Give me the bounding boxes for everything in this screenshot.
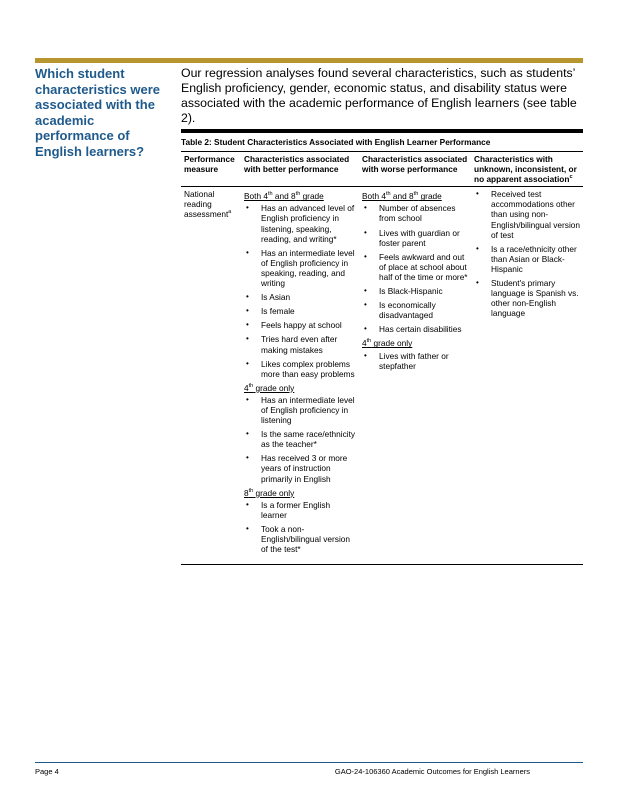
list-item: • Has certain disabilities: [362, 324, 468, 334]
list-item: • Feels happy at school: [244, 320, 356, 330]
footnote-c: c: [569, 174, 573, 181]
cell-worse: [359, 187, 471, 565]
better-8th-list: [244, 500, 356, 554]
table-header-row: [181, 152, 583, 187]
better-both-list: [244, 203, 356, 378]
list-item: • Feels awkward and out of place at school about half of the time or more*: [362, 252, 468, 282]
table-top-rule: [181, 129, 583, 133]
intro-paragraph: Our regression analyses found several characteristics, such as students’ English proficiency, gender, economic status, and disability status were associated with the academic performance of English learners (see table 2).: [181, 66, 577, 125]
better-both-heading: Both 4th and 8th grade: [244, 191, 324, 202]
better-4th-list: [244, 395, 356, 484]
worse-both-heading: Both 4th and 8th grade: [362, 191, 442, 202]
footer-rule: [35, 762, 583, 763]
list-item: • Lives with guardian or foster parent: [362, 228, 468, 248]
list-item: • Is a race/ethnicity other than Asian or Black-Hispanic: [474, 244, 580, 274]
cell-unknown: [471, 187, 583, 565]
worse-4th-list: [362, 351, 468, 371]
report-identifier: GAO-24-106360 Academic Outcomes for English Learners: [334, 767, 530, 776]
footnote-a: a: [228, 209, 232, 216]
worse-4th-heading: 4th grade only: [362, 338, 413, 349]
side-heading: Which student characteristics were associated with the academic performance of English learners?: [35, 66, 161, 159]
header-unknown-association: [471, 152, 583, 187]
list-item: • Number of absences from school: [362, 203, 468, 223]
list-item: • Lives with father or stepfather: [362, 351, 468, 371]
header-better-performance: Characteristics associated with better performance: [241, 152, 359, 187]
list-item: • Is a former English learner: [244, 500, 356, 520]
unknown-list: [474, 189, 580, 318]
measure-label: National reading assessment: [184, 189, 229, 220]
table-title: Table 2: Student Characteristics Associated with English Learner Performance: [181, 137, 491, 147]
list-item: • Has an advanced level of English proficiency in listening, speaking, reading, and writing*: [244, 203, 356, 243]
header-performance-measure: Performance measure: [181, 152, 241, 187]
characteristics-table: [181, 151, 583, 565]
page-number: Page 4: [35, 767, 59, 776]
cell-better: [241, 187, 359, 565]
top-accent-bar: [35, 58, 583, 63]
list-item: • Has an intermediate level of English proficiency in listening: [244, 395, 356, 425]
header-worse-performance: Characteristics associated with worse performance: [359, 152, 471, 187]
better-4th-heading: 4th grade only: [244, 382, 295, 393]
worse-both-list: [362, 203, 468, 334]
list-item: • Tries hard even after making mistakes: [244, 334, 356, 354]
list-item: • Is female: [244, 306, 356, 316]
list-item: • Has received 3 or more years of instruction primarily in English: [244, 453, 356, 483]
list-item: • Took a non-English/bilingual version of the test*: [244, 524, 356, 554]
better-8th-heading: 8th grade only: [244, 487, 295, 498]
list-item: • Is economically disadvantaged: [362, 300, 468, 320]
cell-measure: [181, 187, 241, 565]
list-item: • Has an intermediate level of English proficiency in speaking, reading, and writing: [244, 248, 356, 288]
header-unknown-text: Characteristics with unknown, inconsistent, or no apparent association: [474, 154, 577, 185]
list-item: • Is Asian: [244, 292, 356, 302]
list-item: • Is Black-Hispanic: [362, 286, 468, 296]
list-item: • Likes complex problems more than easy problems: [244, 359, 356, 379]
list-item: • Is the same race/ethnicity as the teacher*: [244, 429, 356, 449]
list-item: • Received test accommodations other than using non-English/bilingual version of test: [474, 189, 580, 239]
list-item: • Student's primary language is Spanish vs. other non-English language: [474, 278, 580, 318]
table-row: [181, 187, 583, 565]
